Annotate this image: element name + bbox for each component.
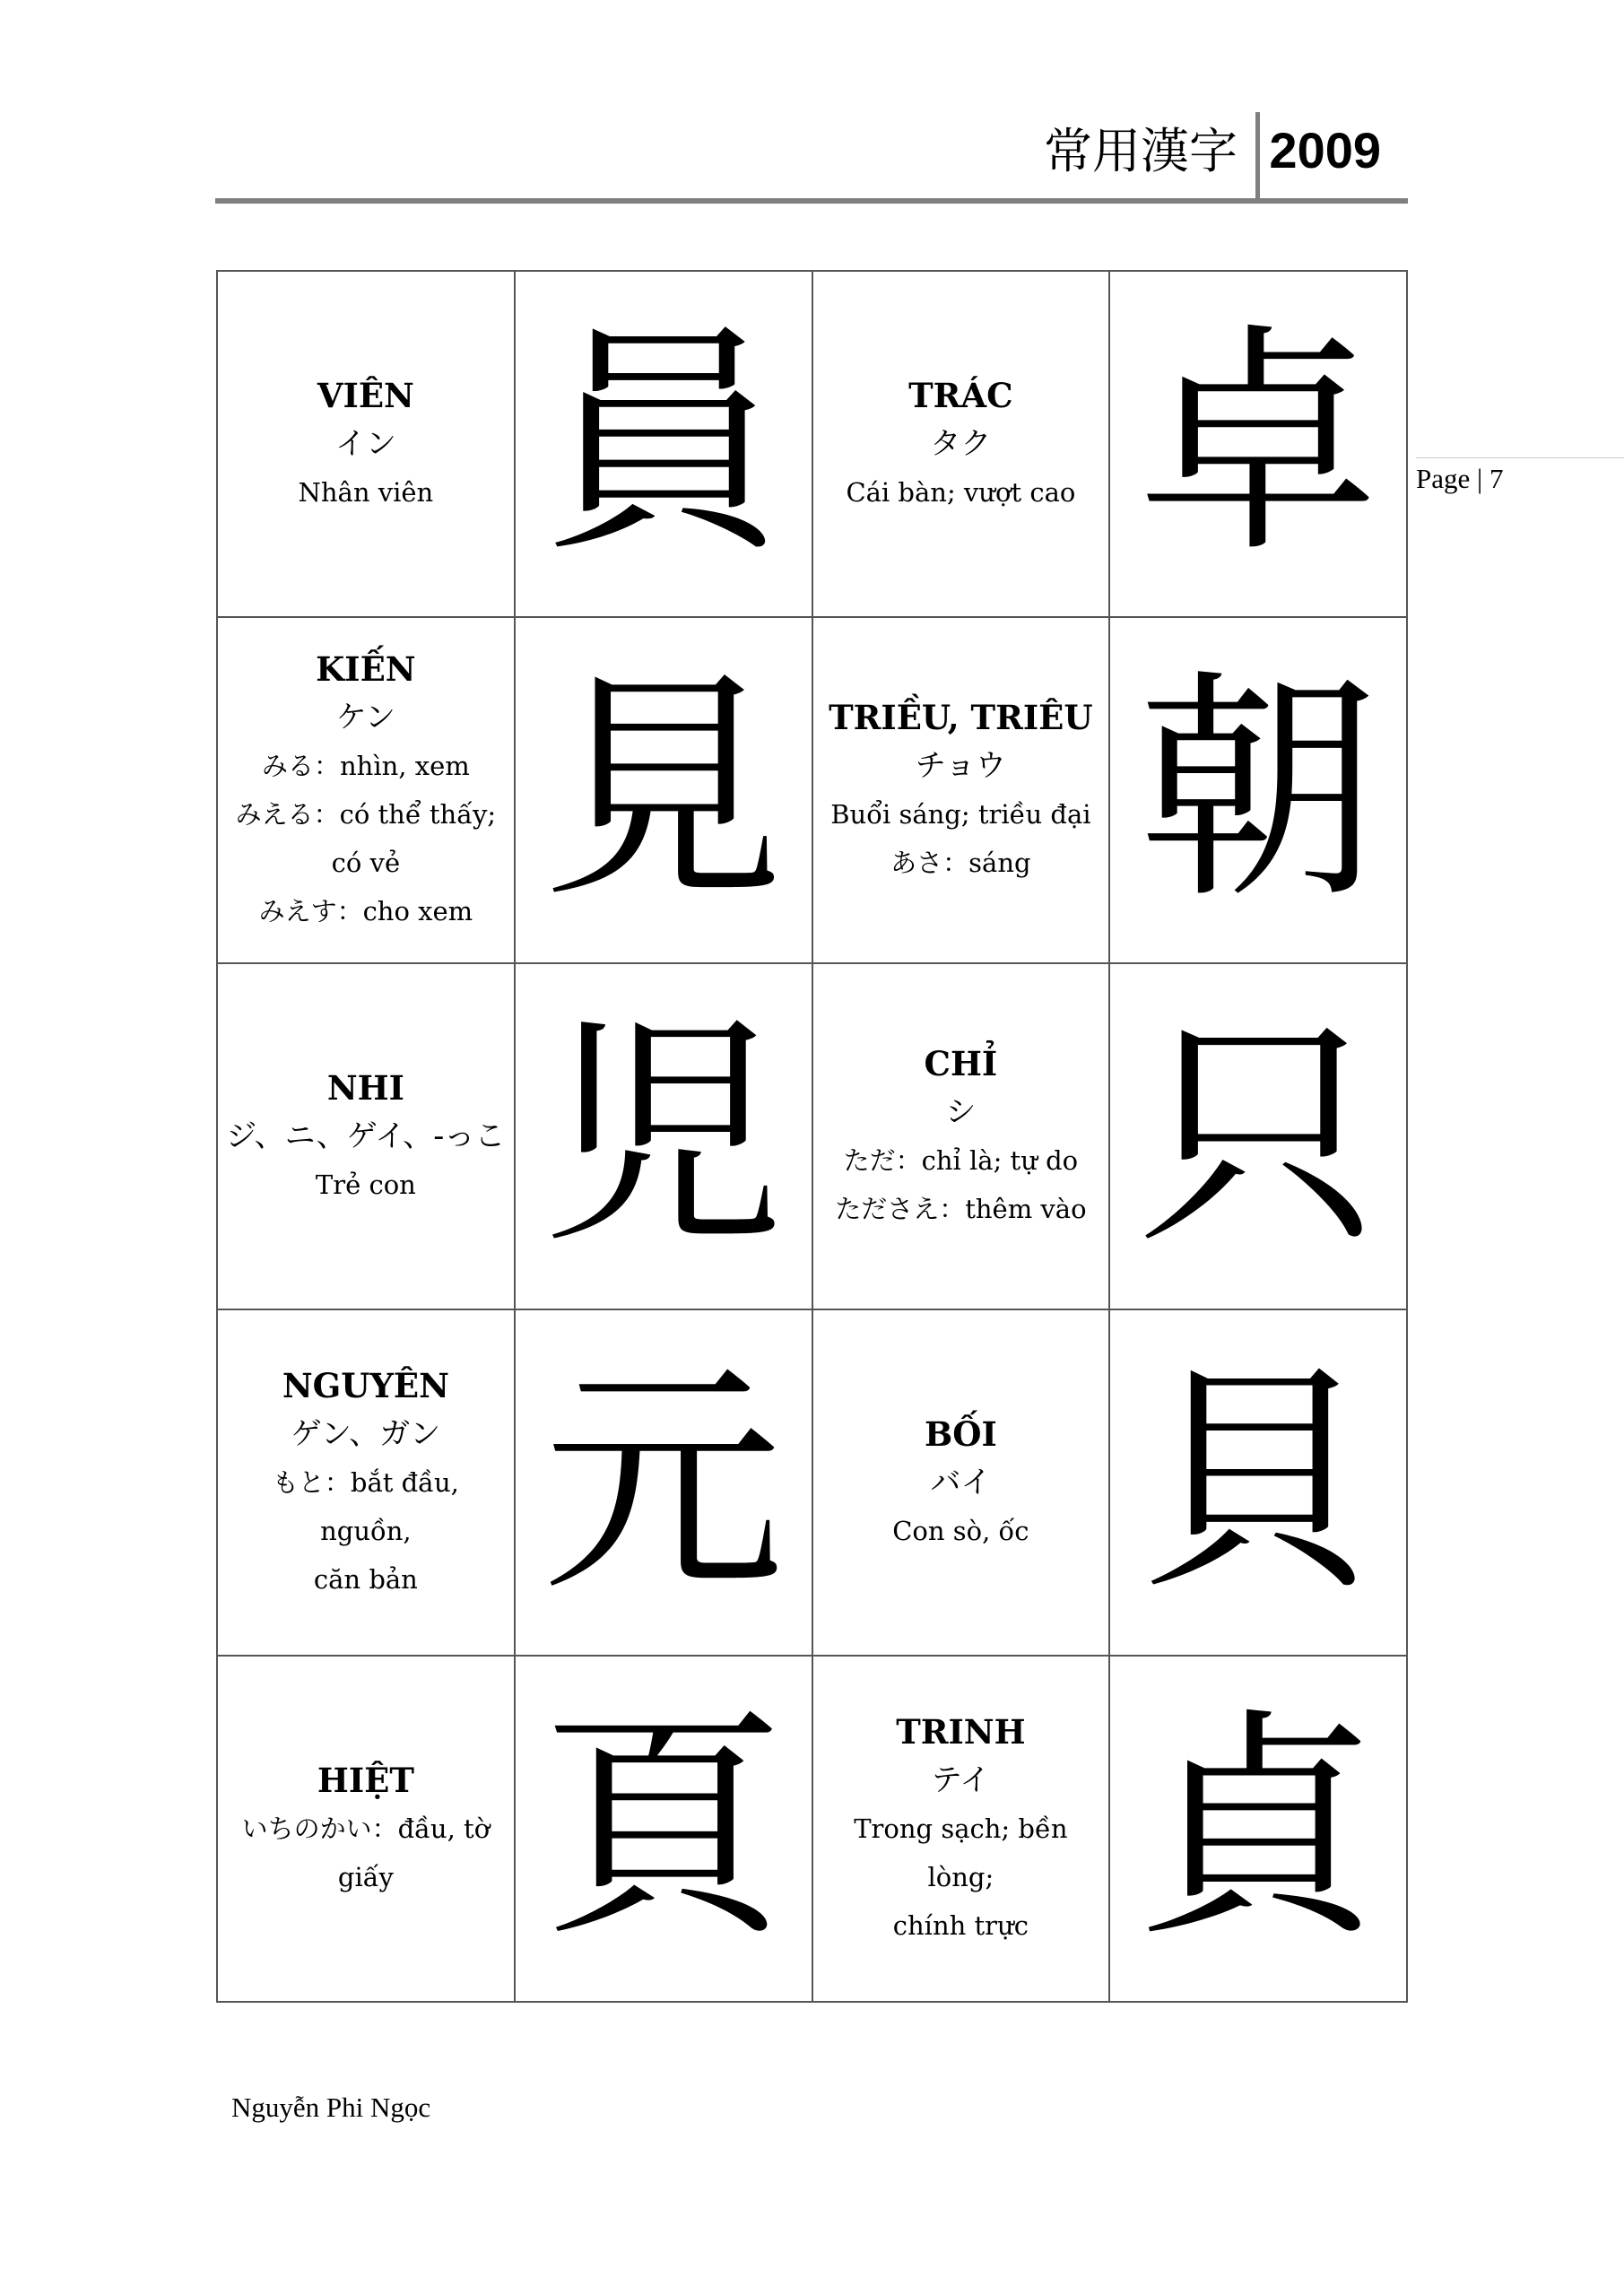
kanji-character: 貝: [1137, 1341, 1380, 1623]
meaning-line: みえす：cho xem: [258, 896, 473, 926]
on-reading-kana: ゲン、ガン: [291, 1416, 441, 1452]
table-row: [217, 617, 1407, 963]
meaning-line: もと：bắt đầu, nguồn,: [272, 1467, 459, 1546]
meaning-line: たださえ：thêm vào: [835, 1194, 1087, 1224]
han-viet-reading: KIẾN: [316, 649, 416, 689]
kanji-info-cell: [217, 271, 515, 617]
table-row: [217, 963, 1407, 1309]
meaning-line: あさ：sáng: [890, 848, 1031, 878]
kanji-info-cell: [217, 963, 515, 1309]
meaning-line: giấy: [337, 1862, 394, 1892]
kanji-info-cell: [812, 963, 1110, 1309]
on-reading-kana: ケン: [335, 700, 396, 735]
kanji-cell: [515, 271, 812, 617]
meaning-line: ただ：chỉ là; tự do: [843, 1145, 1079, 1176]
kanji-info-cell: [812, 617, 1110, 963]
kanji-cell: [515, 1656, 812, 2002]
han-viet-reading: CHỈ: [924, 1044, 998, 1083]
kanji-info-cell: [812, 1309, 1110, 1656]
kanji-character: 朝: [1137, 648, 1380, 931]
kanji-cell: [1109, 1309, 1407, 1656]
meaning-line: Nhân viên: [298, 477, 434, 508]
kanji-cell: [515, 1309, 812, 1656]
kanji-cell: [515, 617, 812, 963]
meaning-line: căn bản: [313, 1564, 418, 1595]
meaning-line: chính trực: [892, 1910, 1029, 1941]
han-viet-reading: BỐI: [924, 1414, 997, 1454]
meaning-line: みる：nhìn, xem: [261, 751, 470, 781]
kanji-character: 元: [542, 1341, 785, 1623]
meaning-line: Cái bàn; vượt cao: [846, 477, 1076, 508]
kanji-cell: [1109, 617, 1407, 963]
meaning-line: Trong sạch; bền lòng;: [854, 1813, 1068, 1892]
han-viet-reading: TRIỀU, TRIÊU: [829, 698, 1093, 737]
kanji-cell: [1109, 1656, 1407, 2002]
kanji-cell: [1109, 271, 1407, 617]
han-viet-reading: NGUYÊN: [282, 1366, 449, 1405]
han-viet-reading: NHI: [326, 1068, 404, 1108]
table-row: [217, 1309, 1407, 1656]
kanji-character: 卓: [1137, 302, 1380, 585]
kanji-character: 児: [542, 995, 785, 1277]
header-year: 2009: [1269, 122, 1381, 178]
kanji-info-cell: [812, 1656, 1110, 2002]
kanji-table-body: [217, 271, 1407, 2002]
kanji-character: 頁: [542, 1687, 785, 1970]
on-reading-kana: タク: [930, 426, 992, 462]
on-reading-kana: テイ: [931, 1762, 991, 1798]
meaning-line: Buổi sáng; triều đại: [830, 799, 1091, 830]
kanji-character: 見: [542, 648, 785, 931]
table-row: [217, 1656, 1407, 2002]
han-viet-reading: HIỆT: [317, 1761, 414, 1800]
kanji-info-cell: [217, 1309, 515, 1656]
han-viet-reading: TRÁC: [908, 376, 1013, 415]
on-reading-kana: シ: [945, 1094, 977, 1130]
header-title: 常用漢字: [1044, 123, 1238, 179]
meaning-line: みえる：có thể thấy;: [235, 799, 497, 830]
on-reading-kana: チョウ: [915, 748, 1006, 784]
kanji-cell: [1109, 963, 1407, 1309]
header-rule: [215, 198, 1408, 204]
page-number-rule: [1416, 457, 1624, 458]
kanji-info-cell: [217, 617, 515, 963]
on-reading-kana: イン: [334, 426, 396, 462]
kanji-table: [216, 270, 1408, 2003]
meaning-line: có vẻ: [331, 848, 401, 878]
kanji-cell: [515, 963, 812, 1309]
footer-author: Nguyễn Phi Ngọc: [231, 2092, 431, 2123]
kanji-character: 員: [542, 302, 785, 585]
meaning-line: いちのかい：đầu, tờ: [241, 1813, 491, 1844]
kanji-character: 只: [1137, 995, 1380, 1277]
on-reading-kana: バイ: [930, 1465, 992, 1500]
han-viet-reading: TRINH: [896, 1712, 1026, 1752]
table-row: [217, 271, 1407, 617]
on-reading-kana: ジ、ニ、ゲイ、-っこ: [226, 1118, 506, 1154]
han-viet-reading: VIÊN: [317, 376, 414, 415]
kanji-info-cell: [217, 1656, 515, 2002]
kanji-info-cell: [812, 271, 1110, 617]
meaning-line: Trẻ con: [315, 1170, 416, 1200]
kanji-character: 貞: [1137, 1687, 1380, 1970]
page-header: [215, 112, 1408, 202]
meaning-line: Con sò, ốc: [892, 1516, 1029, 1546]
header-divider: [1255, 112, 1260, 198]
page-number: Page | 7: [1416, 463, 1504, 494]
